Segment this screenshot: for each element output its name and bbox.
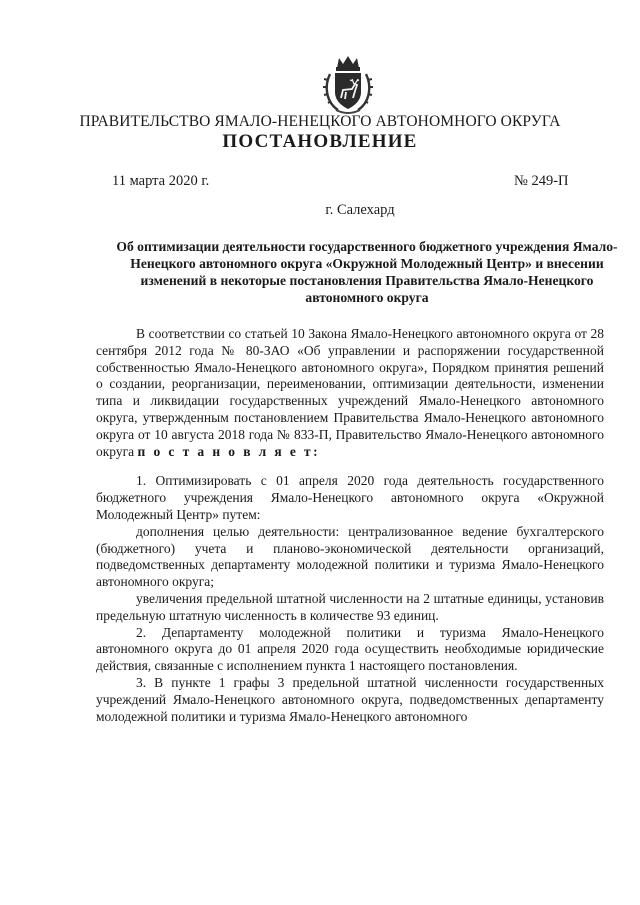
- document-type: ПОСТАНОВЛЕНИЕ: [222, 131, 418, 152]
- clause-3: 3. В пункте 1 графы 3 предельной штатной численности государственных учреждений Ямало-Ненецкого автономного округа, подведомственных департаменту молодежной политики и туризма Ямало-Ненецкого автономного: [96, 674, 604, 724]
- clause-1: 1. Оптимизировать с 01 апреля 2020 года деятельность государственного бюджетного учреждения Ямало-Ненецкого автономного округа «Окружной Молодежный Центр» путем:: [96, 473, 604, 522]
- preamble-paragraph: [96, 326, 604, 460]
- decree-date: 11 марта 2020 г.: [112, 173, 210, 189]
- preamble-text: В соответствии со статьей 10 Закона Ямало-Ненецкого автономного округа от 28 сентября 2012 года № 80-ЗАО «Об управлении и распоряжении государственной собственностью Ямало-Ненецкого автономного округа», Порядком принятия решений о создании, реорганизации, переименовании, оптимизации деятельности, изменении типа и ликвидации государственных учреждений Ямало-Ненецкого автономного округа, утвержденным постановлением Правительства Ямало-Ненецкого автономного округа от 10 августа 2018 года № 833-П, Правительство Ямало-Ненецкого автономного округа: [96, 326, 604, 459]
- clause-1-subitem-a: дополнения целью деятельности: централизованное ведение бухгалтерского (бюджетного) учета и планово-экономической деятельности организаций, подведомственных департаменту молодежной политики и туризма Ямало-Ненецкого автономного округа;: [96, 523, 604, 590]
- resolves-word: п о с т а н о в л я е т:: [137, 443, 320, 459]
- place-of-issue: г. Салехард: [325, 202, 395, 218]
- clause-2: 2. Департаменту молодежной политики и туризма Ямало-Ненецкого автономного округа до 01 апреля 2020 года осуществить необходимые юридические действия, связанные с исполнением пункта 1 настоящего постановления.: [96, 624, 604, 674]
- government-name: ПРАВИТЕЛЬСТВО ЯМАЛО-НЕНЕЦКОГО АВТОНОМНОГО ОКРУГА: [79, 113, 561, 130]
- coat-of-arms-emblem: [322, 54, 374, 116]
- clause-1-subitem-b: увеличения предельной штатной численности на 2 штатные единицы, установив предельную штатную численность в количестве 93 единиц.: [96, 590, 604, 623]
- decree-body: [96, 326, 604, 725]
- decree-title: Об оптимизации деятельности государственного бюджетного учреждения Ямало-Ненецкого автономного округа «Окружной Молодежный Центр» и внесении изменений в некоторые постановления Правительства Ямало-Ненецкого автономного округа: [116, 239, 618, 305]
- decree-number: № 249-П: [514, 173, 569, 189]
